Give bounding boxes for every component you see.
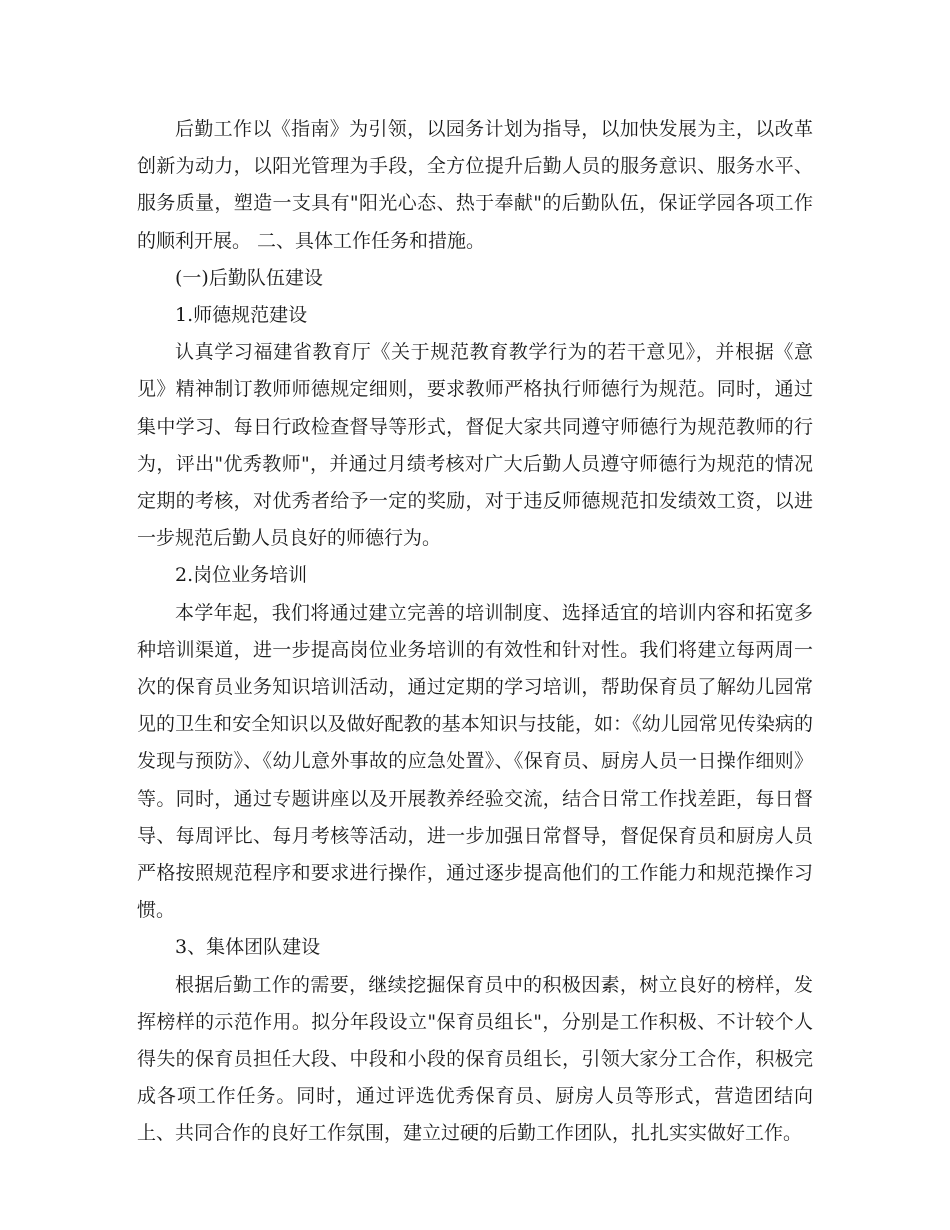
intro-paragraph: 后勤工作以《指南》为引领，以园务计划为指导，以加快发展为主，以改革创新为动力，以阳光管理为手段，全方位提升后勤人员的服务意识、服务水平、服务质量，塑造一支具有"阳光心态、热于奉献"的后勤队伍，保证学园各项工作的顺利开展。 二、具体工作任务和措施。	[137, 118, 813, 252]
ethics-paragraph: 认真学习福建省教育厅《关于规范教育教学行为的若干意见》，并根据《意见》精神制订教师师德规定细则，要求教师严格执行师德行为规范。同时，通过集中学习、每日行政检查督导等形式，督促大家共同遵守师德行为规范教师的行为，评出"优秀教师"，并通过月绩考核对广大后勤人员遵守师德行为规范的情况定期的考核，对优秀者给予一定的奖励，对于违反师德规范扣发绩效工资，以进一步规范后勤人员良好的师德行为。	[137, 341, 813, 550]
subsection-heading-ethics: 1.师德规范建设	[175, 304, 308, 327]
subsection-heading-collective: 3、集体团队建设	[175, 936, 321, 959]
collective-paragraph: 根据后勤工作的需要，继续挖掘保育员中的积极因素，树立良好的榜样，发挥榜样的示范作用。拟分年段设立"保育员组长"，分别是工作积极、不计较个人得失的保育员担任大段、中段和小段的保育员组长，引领大家分工合作，积极完成各项工作任务。同时，通过评选优秀保育员、厨房人员等形式，营造团结向上、共同合作的良好工作氛围，建立过硬的后勤工作团队，扎扎实实做好工作。	[137, 973, 813, 1145]
training-paragraph: 本学年起，我们将通过建立完善的培训制度、选择适宜的培训内容和拓宽多种培训渠道，进一步提高岗位业务培训的有效性和针对性。我们将建立每两周一次的保育员业务知识培训活动，通过定期的学习培训，帮助保育员了解幼儿园常见的卫生和安全知识以及做好配教的基本知识与技能，如：《幼儿园常见传染病的发现与预防》、《幼儿意外事故的应急处置》、《保育员、厨房人员一日操作细则》等。同时，通过专题讲座以及开展教养经验交流，结合日常工作找差距，每日督导、每周评比、每月考核等活动，进一步加强日常督导，督促保育员和厨房人员严格按照规范程序和要求进行操作，通过逐步提高他们的工作能力和规范操作习惯。	[137, 601, 813, 922]
document-body	[137, 111, 813, 1153]
subsection-heading-training: 2.岗位业务培训	[175, 564, 308, 587]
section-heading-team-building: (一)后勤队伍建设	[175, 266, 323, 289]
